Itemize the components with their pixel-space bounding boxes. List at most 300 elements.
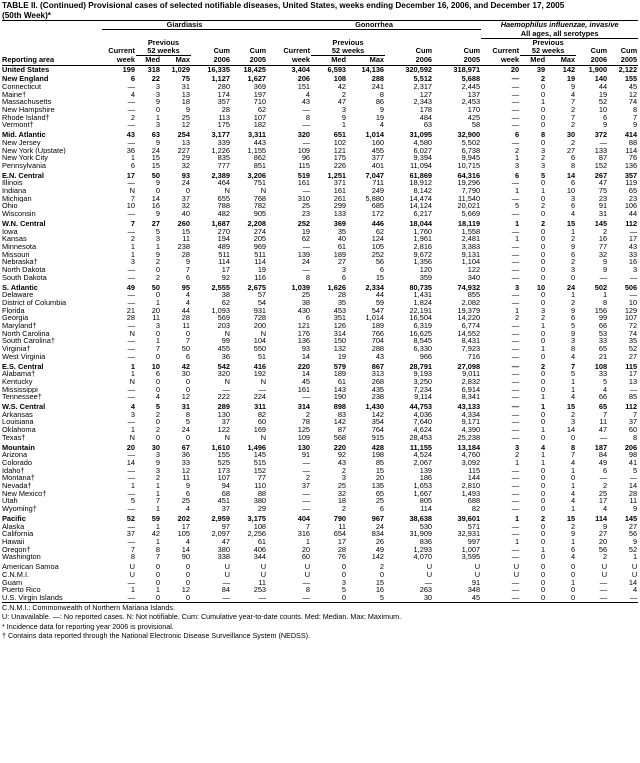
- cell-value: 354: [371, 418, 385, 427]
- cell-value: 3: [570, 337, 576, 346]
- cell-value: 91: [471, 578, 481, 587]
- cell-value: 23: [598, 194, 608, 203]
- cell-value: 172: [371, 210, 385, 218]
- cell-value: 2,317: [413, 82, 433, 91]
- cell-value: 4: [602, 385, 608, 394]
- table-row: [2, 73, 638, 83]
- cell-value: 38: [301, 298, 311, 307]
- cell-value: 136: [624, 161, 638, 170]
- cell-value: 867: [371, 361, 385, 371]
- cell-value: 0: [185, 578, 190, 587]
- cell-value: 764: [371, 426, 385, 434]
- cell-value: 18,912: [409, 179, 433, 188]
- cell-value: 15: [566, 513, 576, 523]
- cell-value: 1: [514, 306, 520, 315]
- row-label: Ohio: [2, 202, 18, 211]
- cell-value: 27: [598, 530, 608, 538]
- cell-value: 2: [602, 482, 608, 490]
- cell-value: 0: [185, 377, 190, 386]
- cell-value: 17: [598, 497, 608, 506]
- row-label: North Carolina: [2, 329, 50, 338]
- cell-value: 169: [253, 426, 267, 434]
- cell-value: 60: [628, 426, 638, 434]
- cell-value: 36: [126, 146, 135, 155]
- cell-value: 32: [181, 202, 190, 211]
- cell-value: —: [511, 377, 520, 386]
- cell-value: 2,816: [413, 242, 433, 251]
- cell-value: 5: [341, 586, 347, 594]
- cell-value: —: [599, 138, 608, 147]
- cell-value: 836: [419, 538, 433, 546]
- row-label: S. Atlantic: [2, 282, 38, 292]
- cell-value: 0: [161, 594, 191, 602]
- hdr-2006: 2006: [576, 56, 608, 65]
- cell-value: 59: [375, 298, 385, 307]
- cell-value: U: [513, 562, 520, 571]
- group-giardiasis: Giardiasis: [102, 21, 267, 30]
- cell-value: 8,142: [413, 187, 433, 195]
- cell-value: —: [127, 522, 135, 531]
- cell-value: 8,431: [461, 337, 481, 346]
- cell-value: —: [511, 505, 520, 513]
- cell-value: 685: [371, 202, 385, 211]
- row-label: Oregon†: [2, 545, 31, 554]
- cell-value: 129: [624, 306, 638, 315]
- cell-value: 9: [185, 258, 190, 267]
- cell-value: 1: [570, 385, 576, 394]
- cell-value: 1,039: [291, 282, 311, 292]
- cell-value: 788: [217, 202, 230, 211]
- table-row: [2, 307, 638, 315]
- cell-value: 6: [130, 161, 135, 170]
- cell-value: 525: [217, 458, 230, 467]
- cell-value: 19: [301, 227, 311, 236]
- cell-value: 6,330: [413, 345, 433, 353]
- cell-value: 1: [514, 538, 520, 546]
- row-label: Alaska: [2, 522, 25, 531]
- cell-value: 9,193: [413, 370, 433, 378]
- table-row: [2, 114, 638, 122]
- table-row: [2, 121, 638, 129]
- cell-value: 87: [337, 426, 347, 434]
- cell-value: 5: [185, 418, 190, 427]
- cell-value: 5: [540, 170, 546, 180]
- cell-value: 75: [181, 74, 190, 83]
- cell-value: 0: [540, 298, 546, 307]
- cell-value: 16,504: [409, 314, 433, 323]
- cell-value: 6: [379, 505, 385, 513]
- cell-value: 4: [570, 458, 576, 467]
- cell-value: 44: [375, 291, 385, 299]
- cell-value: 52: [598, 98, 608, 107]
- cell-value: 261: [333, 194, 347, 203]
- cell-value: 38: [221, 291, 230, 299]
- cell-value: 4,070: [413, 553, 433, 562]
- cell-value: —: [302, 458, 311, 467]
- cell-value: 50: [151, 282, 160, 292]
- cell-value: —: [511, 530, 520, 538]
- cell-value: 30: [566, 130, 576, 139]
- cell-value: 7,923: [461, 345, 481, 353]
- cell-value: 94: [221, 482, 230, 490]
- cell-value: 2,097: [211, 530, 230, 538]
- cell-value: 11,540: [458, 194, 481, 203]
- cell-value: 0: [540, 266, 546, 274]
- hdr-week: week: [267, 56, 311, 65]
- cell-value: 5: [347, 594, 385, 602]
- cell-value: 9: [633, 505, 638, 513]
- cell-value: —: [127, 489, 135, 498]
- cell-value: 2: [341, 90, 347, 99]
- cell-value: 5: [155, 402, 160, 411]
- cell-value: 2: [130, 235, 135, 243]
- cell-value: 1: [540, 402, 546, 411]
- cell-value: 0: [155, 266, 160, 274]
- row-label: Puerto Rico: [2, 586, 41, 594]
- cell-value: 3: [155, 235, 160, 243]
- cell-value: 49: [126, 282, 135, 292]
- cell-value: 2: [570, 106, 576, 114]
- cell-value: 320,592: [405, 65, 433, 74]
- hdr-previous: Previous: [147, 38, 180, 47]
- table-row: [2, 139, 638, 147]
- cell-value: 98: [628, 451, 638, 459]
- cell-value: —: [599, 578, 608, 587]
- cell-value: —: [127, 266, 135, 274]
- cell-value: 5,669: [461, 210, 481, 218]
- cell-value: 24: [151, 146, 160, 155]
- cell-value: 68: [221, 489, 230, 498]
- cell-value: 9: [341, 113, 347, 122]
- cell-value: 348: [467, 586, 481, 594]
- cell-value: 1: [130, 426, 135, 434]
- cell-value: 5: [514, 202, 520, 211]
- cell-value: —: [424, 578, 433, 587]
- cell-value: 0: [540, 418, 546, 427]
- cell-value: 135: [371, 482, 385, 490]
- cell-value: 2,122: [618, 65, 638, 74]
- cell-value: 51: [257, 352, 267, 361]
- hdr-52weeks: 52 weeks: [520, 47, 576, 56]
- cell-value: 197: [253, 90, 267, 99]
- cell-value: 61,869: [409, 170, 433, 180]
- cell-value: 14,552: [457, 329, 481, 338]
- cell-value: 5: [155, 227, 160, 236]
- cell-value: N: [129, 433, 135, 442]
- cell-value: 0: [540, 385, 546, 394]
- cell-value: —: [511, 553, 520, 562]
- cell-value: 7: [602, 410, 608, 419]
- cell-value: 72: [628, 322, 638, 330]
- cell-value: U: [474, 570, 481, 579]
- footnotes: [2, 604, 638, 641]
- cell-value: 1: [130, 154, 135, 162]
- cell-value: 3: [130, 410, 135, 419]
- group-gonorrhea: Gonorrhea: [267, 21, 481, 30]
- cell-value: 2,334: [365, 282, 385, 292]
- cell-value: 10: [628, 298, 638, 307]
- table-row: [2, 274, 638, 282]
- cell-value: 82: [257, 410, 267, 419]
- cell-value: 0: [540, 553, 546, 562]
- cell-value: 5,880: [365, 194, 385, 203]
- cell-value: 156: [594, 306, 608, 315]
- cell-value: 0: [570, 570, 576, 579]
- cell-value: 119: [625, 179, 638, 188]
- cell-value: 3: [540, 306, 546, 315]
- cell-value: 710: [253, 98, 267, 107]
- cell-value: 484: [419, 113, 433, 122]
- cell-value: 20: [598, 538, 608, 546]
- cell-value: 1: [155, 586, 160, 594]
- group-haemophilus-sub: All ages, all serotypes: [481, 30, 638, 39]
- cell-value: 52: [126, 513, 135, 523]
- hdr-52weeks: 52 weeks: [136, 47, 191, 56]
- cell-value: 6,593: [327, 65, 347, 74]
- cell-value: 25: [181, 113, 190, 122]
- row-label: Mississippi: [2, 385, 38, 394]
- cell-value: 1,226: [211, 146, 230, 155]
- row-label: New York (Upstate): [2, 146, 66, 155]
- cell-value: 2: [570, 138, 576, 147]
- cell-value: 16,335: [207, 65, 230, 74]
- cell-value: —: [511, 497, 520, 506]
- cell-value: 43: [126, 130, 135, 139]
- cell-value: 13: [181, 138, 190, 147]
- cell-value: 37: [221, 505, 230, 513]
- cell-value: —: [127, 322, 135, 330]
- cell-value: 36: [181, 451, 190, 459]
- cell-value: 15: [566, 402, 576, 411]
- cell-value: 7,790: [461, 187, 481, 195]
- table-header: [2, 21, 638, 66]
- cell-value: 1: [540, 187, 546, 195]
- table-row: [2, 411, 638, 419]
- cell-value: 114: [254, 258, 267, 267]
- cell-value: 3: [570, 418, 576, 427]
- cell-value: 58: [471, 121, 481, 130]
- table-row: [2, 401, 638, 411]
- cell-value: 1,493: [461, 489, 481, 498]
- cell-value: 10: [598, 106, 608, 114]
- cell-value: 704: [371, 337, 385, 346]
- row-label: New Mexico†: [2, 489, 47, 498]
- cell-value: 139: [297, 250, 311, 259]
- cell-value: 66: [598, 322, 608, 330]
- cell-value: 6: [570, 545, 576, 554]
- cell-value: 142: [371, 410, 385, 419]
- cell-value: 2,481: [461, 235, 481, 243]
- cell-value: 0: [540, 258, 546, 267]
- cell-value: 139: [419, 466, 433, 475]
- cell-value: 203: [217, 322, 230, 330]
- cell-value: —: [599, 273, 608, 282]
- hdr-2006: 2006: [385, 56, 433, 65]
- cell-value: 344: [253, 553, 267, 562]
- cell-value: N: [129, 187, 135, 195]
- cell-value: U: [304, 570, 311, 579]
- cell-value: 0: [155, 187, 160, 195]
- cell-value: 7,234: [413, 385, 433, 394]
- cell-value: 121: [333, 146, 347, 155]
- cell-value: 0: [540, 489, 546, 498]
- cell-value: 25: [598, 489, 608, 498]
- table-row: [2, 459, 638, 467]
- cell-value: 2,453: [461, 98, 481, 107]
- cell-value: 44,753: [409, 402, 433, 411]
- cell-value: 11: [338, 522, 347, 531]
- row-label: Colorado: [2, 458, 32, 467]
- cell-value: 4,624: [413, 426, 433, 434]
- cell-value: 9: [602, 121, 608, 130]
- cell-value: 8: [570, 442, 576, 452]
- cell-value: —: [511, 352, 520, 361]
- cell-value: 189: [333, 370, 347, 378]
- cell-value: —: [302, 489, 311, 498]
- cell-value: 42: [337, 82, 347, 91]
- cell-value: 44: [181, 306, 190, 315]
- cell-value: 9: [155, 210, 160, 218]
- cell-value: 40: [181, 210, 190, 218]
- hdr-reporting-area: Reporting area: [2, 56, 102, 65]
- cell-value: 3: [540, 161, 546, 170]
- cell-value: 3: [341, 474, 347, 483]
- cell-value: 24: [301, 258, 311, 267]
- cell-value: 316: [297, 530, 311, 538]
- cell-value: 2: [570, 121, 576, 130]
- group-haemophilus: Haemophilus influenzae, invasive: [481, 21, 638, 30]
- cell-value: 0: [540, 113, 546, 122]
- row-label: Indiana: [2, 187, 27, 195]
- cell-value: 7: [155, 497, 160, 506]
- table-row: [2, 505, 638, 513]
- cell-value: 10: [126, 202, 135, 211]
- cell-value: 20: [510, 65, 520, 74]
- cell-value: 130: [297, 442, 311, 452]
- cell-value: 32: [598, 250, 608, 259]
- cell-value: 1,014: [365, 130, 385, 139]
- cell-value: 8: [305, 113, 311, 122]
- cell-value: 109: [297, 146, 311, 155]
- cell-value: 7: [633, 410, 638, 419]
- cell-value: 4: [540, 442, 546, 452]
- cell-value: 6,914: [461, 385, 481, 394]
- cell-value: 5: [602, 377, 608, 386]
- table-row: [2, 442, 638, 452]
- cell-value: 133: [333, 210, 347, 218]
- cell-value: 33: [598, 370, 608, 378]
- cell-value: 2: [305, 410, 311, 419]
- cell-value: 3: [514, 161, 520, 170]
- cell-value: 1: [540, 98, 546, 107]
- cell-value: —: [127, 82, 135, 91]
- footnote-line: C.N.M.I.: Commonwealth of Northern Mariana Islands.: [2, 602, 175, 612]
- cell-value: —: [511, 393, 520, 402]
- cell-value: 23: [628, 194, 638, 203]
- table-row: [2, 393, 638, 401]
- cell-value: 569: [217, 314, 230, 323]
- cell-value: 60: [257, 418, 267, 427]
- cell-value: 1: [570, 291, 576, 299]
- cell-value: 8: [379, 90, 385, 99]
- cell-value: 3: [341, 266, 347, 274]
- cell-value: 311: [254, 402, 267, 411]
- cell-value: 6: [185, 352, 190, 361]
- cell-value: 74: [628, 98, 638, 107]
- cell-value: 25: [181, 497, 190, 506]
- cell-value: 915: [371, 433, 385, 442]
- cell-value: 224: [253, 393, 267, 402]
- cell-value: —: [608, 594, 638, 602]
- cell-value: 0: [155, 433, 160, 442]
- cell-value: —: [629, 273, 638, 282]
- cell-value: 0: [341, 562, 347, 571]
- hdr-med: Med: [520, 56, 546, 65]
- cell-value: 13: [181, 90, 190, 99]
- cell-value: —: [511, 337, 520, 346]
- cell-value: 238: [177, 242, 190, 251]
- cell-value: 105: [371, 242, 385, 251]
- cell-value: —: [511, 402, 520, 411]
- cell-value: —: [599, 586, 608, 594]
- table-row: [2, 228, 638, 236]
- cell-value: 186: [419, 474, 433, 483]
- cell-value: 0: [540, 410, 546, 419]
- row-label: Alabama†: [2, 370, 36, 378]
- cell-value: 50: [151, 170, 160, 180]
- cell-value: 428: [371, 442, 385, 452]
- cell-value: 834: [371, 530, 385, 538]
- cell-value: 24: [181, 426, 190, 434]
- row-label: North Dakota: [2, 266, 46, 274]
- cell-value: 116: [254, 273, 267, 282]
- cell-value: 905: [253, 210, 267, 218]
- cell-value: 1,007: [461, 545, 481, 554]
- row-label: Kansas: [2, 235, 27, 243]
- cell-value: 161: [297, 385, 311, 394]
- cell-value: 314: [333, 329, 347, 338]
- cell-value: 187: [594, 442, 608, 452]
- row-label: Montana†: [2, 474, 35, 483]
- cell-value: 0: [540, 121, 546, 130]
- hdr-previous: Previous: [332, 38, 364, 47]
- cell-value: 320: [217, 370, 230, 378]
- cell-value: 314: [297, 402, 311, 411]
- cell-value: 226: [333, 161, 347, 170]
- cell-value: 11: [599, 418, 608, 427]
- cell-value: 38,638: [409, 513, 433, 523]
- cell-value: 91: [598, 202, 608, 211]
- table-row: [2, 202, 638, 210]
- row-label: Pacific: [2, 513, 26, 523]
- cell-value: 105: [177, 530, 190, 538]
- cell-value: 3,206: [247, 170, 267, 180]
- cell-value: 13: [628, 377, 638, 386]
- cell-value: —: [302, 242, 311, 251]
- cell-value: —: [576, 594, 608, 602]
- cell-value: 104: [253, 337, 267, 346]
- cell-value: 1,496: [247, 442, 267, 452]
- cell-value: 84: [221, 586, 230, 594]
- table-row: [2, 370, 638, 378]
- cell-value: 2: [540, 218, 546, 228]
- row-label: C.N.M.I.: [2, 570, 30, 579]
- cell-value: 18: [181, 98, 190, 107]
- cell-value: 53: [598, 329, 608, 338]
- cell-value: 4: [130, 90, 135, 99]
- table-row: [2, 553, 638, 561]
- cell-value: 20: [375, 474, 385, 483]
